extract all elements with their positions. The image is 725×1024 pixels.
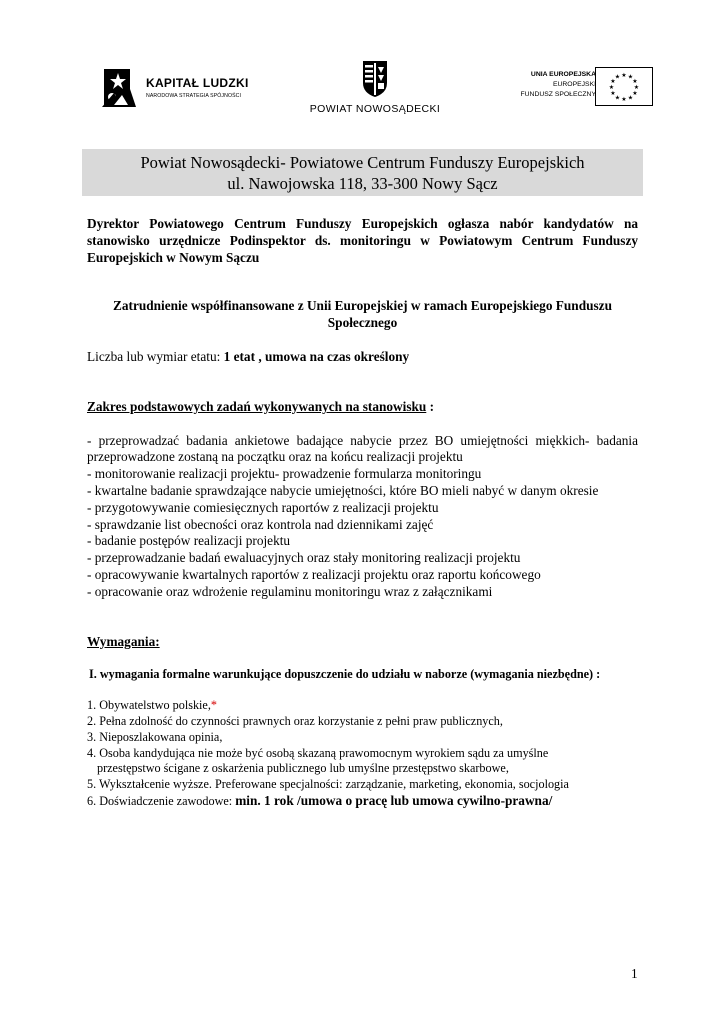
tasks-heading-text: Zakres podstawowych zadań wykonywanych na stanowisku — [87, 398, 427, 414]
svg-text:★: ★ — [614, 94, 621, 102]
task-item: - opracowanie oraz wdrożenie regulaminu monitoringu wraz z załącznikami — [87, 583, 493, 599]
svg-text:★: ★ — [621, 96, 627, 103]
etat-value: 1 etat , umowa na czas określony — [223, 348, 410, 364]
powiat-logo — [300, 55, 450, 125]
svg-text:★: ★ — [627, 94, 634, 102]
requirement-item — [87, 793, 638, 810]
tasks-heading-suffix: : — [426, 398, 435, 414]
requirements-list — [87, 698, 638, 810]
requirement-6-label: 6. Doświadczenie zawodowe: — [87, 793, 236, 808]
intro-paragraph: Dyrektor Powiatowego Centrum Funduszy Europejskich ogłasza nabór kandydatów na stanowisko urzędnicze Podinspektor ds. monitoringu w Powiatowym Centrum Funduszy Europejskich w Nowym Sączu — [87, 216, 638, 265]
svg-text:★: ★ — [610, 90, 616, 97]
eu-logo-text — [520, 70, 596, 99]
eu-flag-icon — [595, 67, 653, 106]
svg-text:★: ★ — [627, 73, 634, 81]
header-line-1: Powiat Nowosądecki- Powiatowe Centrum Funduszy Europejskich — [140, 153, 585, 172]
requirements-section-1: I. wymagania formalne warunkujące dopuszczenie do udziału w naborze (wymagania niezbędne) : — [89, 667, 601, 682]
eu-logo — [500, 65, 660, 109]
requirement-4a: 4. Osoba kandydująca nie może być osobą skazaną prawomocnym wyrokiem sądu za umyślne — [87, 745, 549, 760]
cofinancing-note: Zatrudnienie współfinansowane z Unii Europejskiej w ramach Europejskiego Funduszu Społecznego — [113, 298, 612, 331]
kapital-ludzki-logo — [100, 63, 260, 113]
powiat-crest-icon — [361, 59, 389, 99]
task-item: - przygotowywanie comiesięcznych raportów z realizacji projektu — [87, 499, 439, 515]
svg-text:★: ★ — [614, 73, 621, 81]
requirements-heading: Wymagania: — [87, 633, 160, 649]
eu-line-3: FUNDUSZ SPOŁECZNY — [520, 90, 596, 98]
header-box — [82, 149, 643, 196]
requirement-2: 2. Pełna zdolność do czynności prawnych oraz korzystanie z pełni praw publicznych, — [87, 713, 503, 728]
task-item: - sprawdzanie list obecności oraz kontrola nad dziennikami zajęć — [87, 516, 434, 532]
powiat-logo-text: POWIAT NOWOSĄDECKI — [309, 103, 441, 115]
etat-line — [87, 349, 638, 366]
task-item: - monitorowanie realizacji projektu- prowadzenie formularza monitoringu — [87, 466, 482, 482]
eu-line-2: EUROPEJSKI — [552, 80, 596, 88]
eu-line-1: UNIA EUROPEJSKA — [530, 71, 596, 78]
task-item: - badanie postępów realizacji projektu — [87, 533, 291, 549]
document-body — [87, 216, 638, 810]
page-number: 1 — [631, 966, 638, 981]
requirement-4b: przestępstwo ścigane z oskarżenia publicznego lub umyślne przestępstwo skarbowe, — [97, 761, 509, 776]
svg-text:★: ★ — [633, 84, 640, 91]
logo-row — [0, 55, 725, 125]
svg-text:★: ★ — [621, 72, 627, 79]
svg-text:★: ★ — [610, 78, 616, 85]
requirement-3: 3. Nieposzlakowana opinia, — [87, 729, 223, 744]
task-item: - przeprowadzanie badań ewaluacyjnych oraz stały monitoring realizacji projektu — [87, 550, 521, 566]
tasks-list — [87, 433, 638, 601]
requirement-1-mark: * — [210, 698, 217, 713]
requirement-6-value: min. 1 rok /umowa o pracę lub umowa cywilno-prawna/ — [235, 792, 553, 808]
etat-label: Liczba lub wymiar etatu: — [87, 348, 221, 364]
kapital-ludzki-title: KAPITAŁ LUDZKI — [146, 76, 249, 90]
tasks-heading — [87, 399, 638, 416]
kapital-ludzki-subtitle: NARODOWA STRATEGIA SPÓJNOŚCI — [146, 93, 242, 99]
svg-text:★: ★ — [608, 84, 615, 91]
requirement-5: 5. Wykształcenie wyższe. Preferowane specjalności: zarządzanie, marketing, ekonomia, socjologia — [87, 777, 569, 792]
kapital-ludzki-emblem-icon — [100, 63, 140, 113]
svg-text:★: ★ — [632, 90, 638, 97]
task-item: - kwartalne badanie sprawdzające nabycie umiejętności, które BO mieli nabyć w danym okresie — [87, 482, 599, 498]
requirement-1: 1. Obywatelstwo polskie, — [87, 698, 211, 713]
header-line-2: ul. Nawojowska 118, 33-300 Nowy Sącz — [227, 174, 498, 193]
requirement-item — [87, 698, 638, 714]
task-item: - przeprowadzać badania ankietowe badające nabycie przez BO umiejętności miękkich- badania przeprowadzone zostaną na początku oraz na końcu realizacji projektu — [87, 432, 638, 465]
task-item: - opracowywanie kwartalnych raportów z realizacji projektu oraz raportu końcowego — [87, 566, 541, 582]
svg-text:★: ★ — [632, 78, 638, 85]
